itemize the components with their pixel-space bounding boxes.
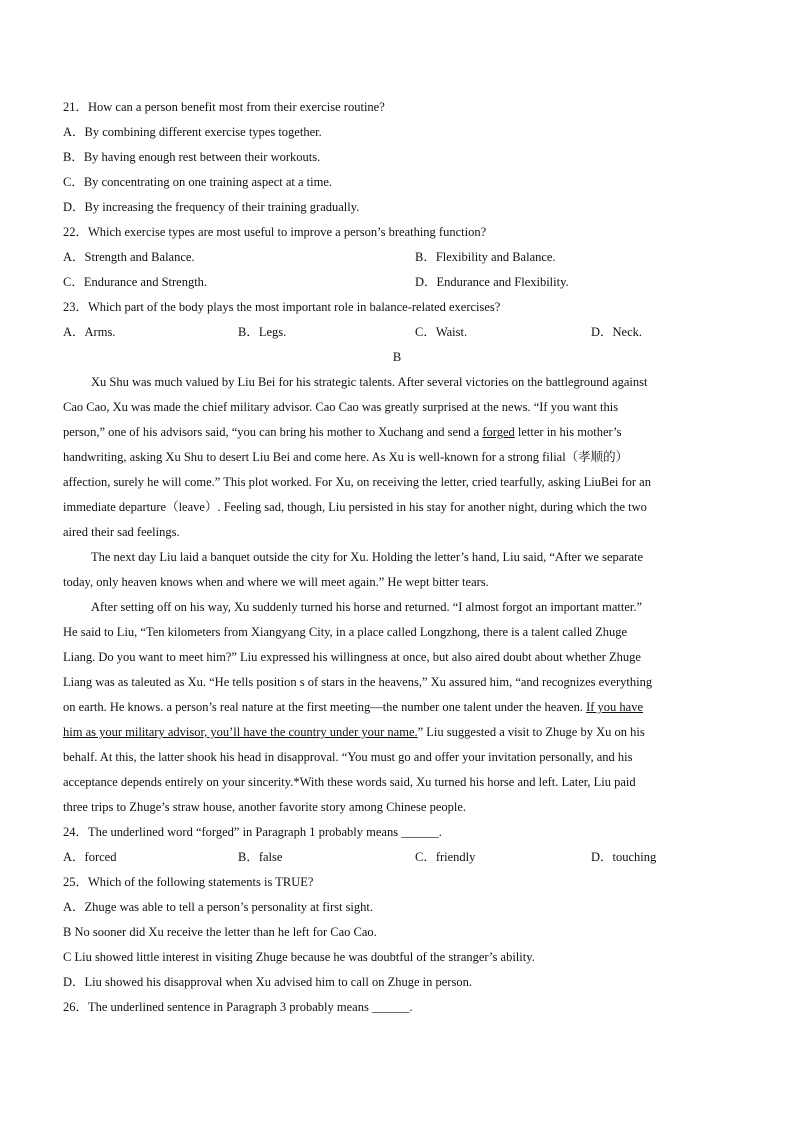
q23-option-d: D．Neck. <box>591 325 643 339</box>
passage-line: aired their sad feelings. <box>63 525 180 539</box>
underlined-word-forged: forged <box>482 425 515 439</box>
passage-line: The next day Liu laid a banquet outside the city for Xu. Holding the letter’s hand, Liu said, “After we separate <box>91 550 644 564</box>
q21-option-a: A．By combining different exercise types together. <box>63 125 322 139</box>
q24-option-c: C．friendly <box>415 850 476 864</box>
q25-option-d: D．Liu showed his disapproval when Xu advised him to call on Zhuge in person. <box>63 975 472 989</box>
q25-option-b: B No sooner did Xu receive the letter than he left for Cao Cao. <box>63 925 377 939</box>
passage-line: acceptance depends entirely on your sincerity.*With these words said, Xu turned his horse and left. Later, Liu paid <box>63 775 636 789</box>
passage-line: Liang. Do you want to meet him?” Liu expressed his willingness at once, but also aired doubt about whether Zhuge <box>63 650 641 664</box>
underlined-sentence-part2: him as your military advisor, you’ll have the country under your name. <box>63 725 418 739</box>
passage-line: person,” one of his advisors said, “you can bring his mother to Xuchang and send a forged letter in his mother’s <box>63 425 622 439</box>
passage-line: immediate departure（leave）. Feeling sad, though, Liu persisted in his stay for another night, during which the two <box>63 500 647 514</box>
q24-option-d: D．touching <box>591 850 657 864</box>
passage-line: three trips to Zhuge’s straw house, another favorite story among Chinese people. <box>63 800 467 814</box>
q23-option-a: A．Arms. <box>63 325 116 339</box>
q22-option-c: C．Endurance and Strength. <box>63 275 208 289</box>
q21-option-b: B．By having enough rest between their workouts. <box>63 150 321 164</box>
q23-option-c: C．Waist. <box>415 325 468 339</box>
q22-stem: 22．Which exercise types are most useful to improve a person’s breathing function? <box>63 225 487 239</box>
passage-line: Liang was as taleuted as Xu. “He tells position s of stars in the heavens,” Xu assured him, “and recognizes everything <box>63 675 653 689</box>
passage-line: on earth. He knows. a person’s real nature at the first meeting—the number one talent under the heaven. If you have <box>63 700 644 714</box>
q26-stem: 26．The underlined sentence in Paragraph 3 probably means ______. <box>63 1000 413 1014</box>
passage-line: today, only heaven knows when and where we will meet again.” He wept bitter tears. <box>63 575 489 589</box>
q23-option-b: B．Legs. <box>238 325 287 339</box>
passage-line: him as your military advisor, you’ll have the country under your name.” Liu suggested a visit to Zhuge by Xu on his <box>63 725 645 739</box>
passage-line: Xu Shu was much valued by Liu Bei for his strategic talents. After several victories on the battleground against <box>91 375 648 389</box>
passage-line: behalf. At this, the latter shook his head in disapproval. “You must go and offer your invitation personally, and his <box>63 750 633 764</box>
q25-option-c: C Liu showed little interest in visiting Zhuge because he was doubtful of the stranger’s ability. <box>63 950 535 964</box>
passage-line: handwriting, asking Xu Shu to desert Liu Bei and come here. As Xu is well-known for a strong filial（孝顺的） <box>63 450 629 464</box>
underlined-sentence-part1: If you have <box>586 700 644 714</box>
section-label: B <box>392 350 402 364</box>
passage-line: affection, surely he will come.” This plot worked. For Xu, on receiving the letter, cried tearfully, asking LiuBei for an <box>63 475 651 489</box>
q22-option-a: A．Strength and Balance. <box>63 250 195 264</box>
passage-line: After setting off on his way, Xu suddenly turned his horse and returned. “I almost forgot an important matter.” <box>91 600 643 614</box>
q25-option-a: A．Zhuge was able to tell a person’s personality at first sight. <box>63 900 374 914</box>
q25-stem: 25．Which of the following statements is TRUE? <box>63 875 314 889</box>
q22-option-b: B．Flexibility and Balance. <box>415 250 556 264</box>
q21-stem: 21．How can a person benefit most from their exercise routine? <box>63 100 385 114</box>
q24-option-a: A．forced <box>63 850 117 864</box>
passage-line: Cao Cao, Xu was made the chief military advisor. Cao Cao was greatly surprised at the news. “If you want this <box>63 400 619 414</box>
q23-stem: 23．Which part of the body plays the most important role in balance-related exercises? <box>63 300 501 314</box>
q24-stem: 24．The underlined word “forged” in Paragraph 1 probably means ______. <box>63 825 442 839</box>
q22-option-d: D．Endurance and Flexibility. <box>415 275 569 289</box>
q21-option-c: C．By concentrating on one training aspect at a time. <box>63 175 333 189</box>
passage-line: He said to Liu, “Ten kilometers from Xiangyang City, in a place called Longzhong, there is a talent called Zhuge <box>63 625 628 639</box>
q24-option-b: B．false <box>238 850 283 864</box>
q21-option-d: D．By increasing the frequency of their training gradually. <box>63 200 360 214</box>
